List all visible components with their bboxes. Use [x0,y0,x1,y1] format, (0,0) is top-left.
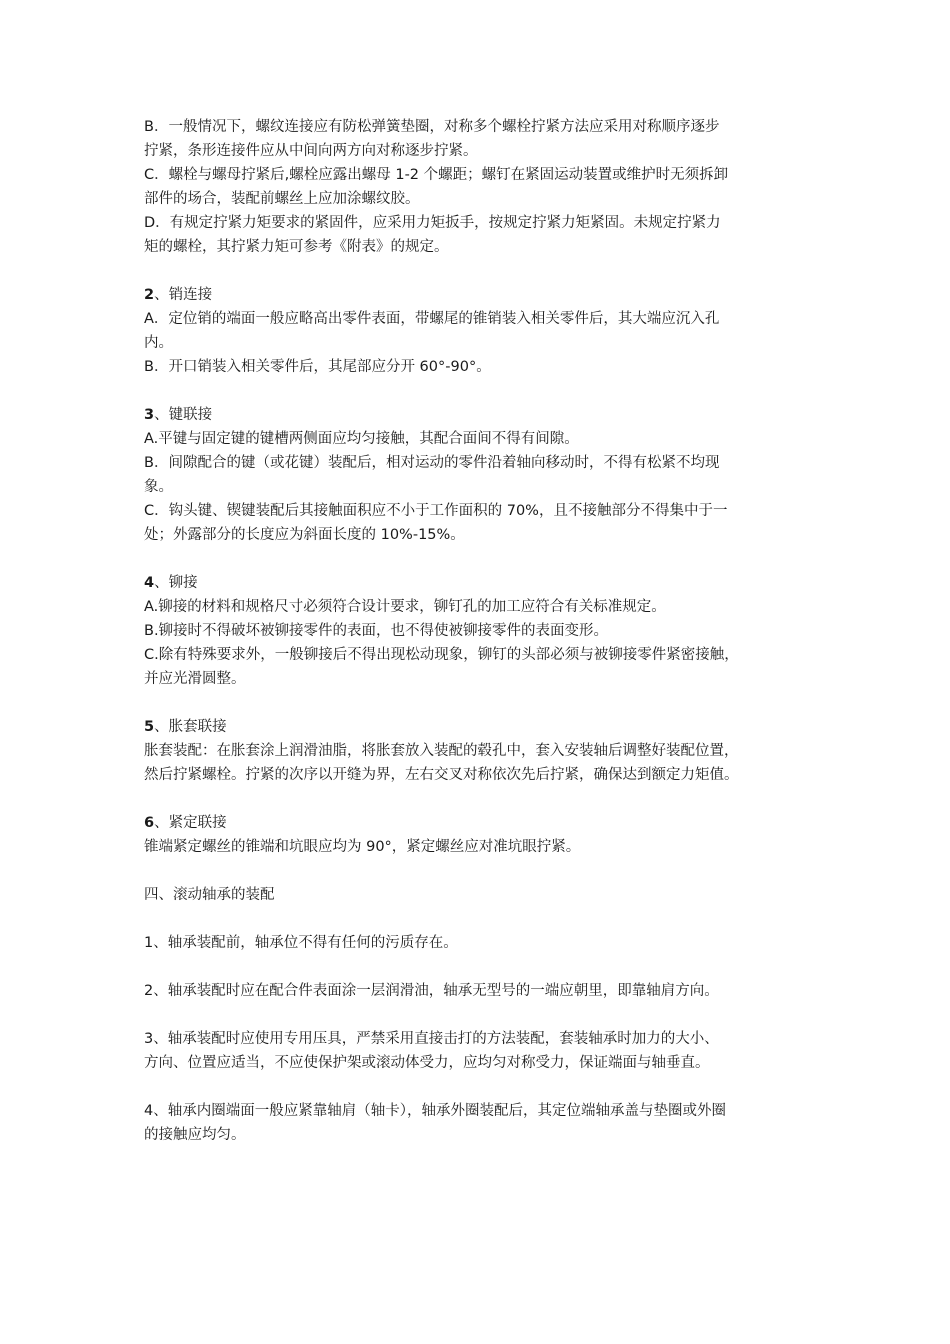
text-line: 锥端紧定螺丝的锥端和坑眼应均为 90°，紧定螺丝应对准坑眼拧紧。 [144,839,581,855]
text-line: 4、轴承内圈端面一般应紧靠轴肩（轴卡），轴承外圈装配后，其定位端轴承盖与垫圈或外圈 [144,1103,726,1119]
text-line: 处；外露部分的长度应为斜面长度的 10%-15%。 [144,527,465,543]
section-number: 6 [144,815,155,831]
bearing-item-3 [144,1027,808,1075]
paragraph-1b [144,115,808,163]
spacer [144,259,808,283]
section-title: 、铆接 [154,575,198,591]
text-line: 部件的场合，装配前螺丝上应加涂螺纹胶。 [144,191,420,207]
paragraph-3c [144,499,808,547]
paragraph-1c [144,163,808,211]
section-heading-2 [144,283,808,307]
text-line: 矩的螺栓，其拧紧力矩可参考《附表》的规定。 [144,239,449,255]
text-line: A.平键与固定键的键槽两侧面应均匀接触，其配合面间不得有间隙。 [144,431,579,447]
text-line: A．定位销的端面一般应略高出零件表面，带螺尾的锥销装入相关零件后，其大端应沉入孔 [144,311,720,327]
text-line: B．一般情况下，螺纹连接应有防松弹簧垫圈，对称多个螺栓拧紧方法应采用对称顺序逐步 [144,119,720,135]
text-line: B．开口销装入相关零件后，其尾部应分开 60°-90°。 [144,359,491,375]
paragraph-2a [144,307,808,355]
paragraph-4c [144,643,808,691]
section-number: 2 [144,287,155,303]
spacer [144,1003,808,1027]
section-heading-5 [144,715,808,739]
spacer [144,907,808,931]
section-title: 、胀套联接 [154,719,227,735]
paragraph-6 [144,835,808,859]
section-title: 、紧定联接 [154,815,227,831]
text-line: C．螺栓与螺母拧紧后,螺栓应露出螺母 1-2 个螺距；螺钉在紧固运动装置或维护时无须拆卸 [144,167,729,183]
paragraph-4b [144,619,808,643]
section-number: 5 [144,719,155,735]
text-line: 象。 [144,479,173,495]
text-line: 的接触应均匀。 [144,1127,246,1143]
section-heading-6 [144,811,808,835]
text-line: 方向、位置应适当，不应使保护架或滚动体受力，应均匀对称受力，保证端面与轴垂直。 [144,1055,710,1071]
text-line: 1、轴承装配前，轴承位不得有任何的污质存在。 [144,935,458,951]
section-title: 、键联接 [154,407,213,423]
section-number: 3 [144,407,155,423]
text-line: C．钩头键、锲键装配后其接触面积应不小于工作面积的 70%，且不接触部分不得集中于一 [144,503,728,519]
text-line: 并应光滑圆整。 [144,671,246,687]
paragraph-4a [144,595,808,619]
text-line: 然后拧紧螺栓。拧紧的次序以开缝为界，左右交叉对称依次先后拧紧，确保达到额定力矩值。 [144,767,739,783]
text-line: C.除有特殊要求外，一般铆接后不得出现松动现象，铆钉的头部必须与被铆接零件紧密接触， [144,647,739,663]
spacer [144,787,808,811]
spacer [144,1075,808,1099]
part-heading: 四、滚动轴承的装配 [144,887,275,903]
bearing-item-2 [144,979,808,1003]
text-line: B．间隙配合的键（或花键）装配后，相对运动的零件沿着轴向移动时，不得有松紧不均现 [144,455,720,471]
text-line: B.铆接时不得破坏被铆接零件的表面，也不得使被铆接零件的表面变形。 [144,623,609,639]
paragraph-2b [144,355,808,379]
spacer [144,859,808,883]
section-heading-4 [144,571,808,595]
text-line: 2、轴承装配时应在配合件表面涂一层润滑油，轴承无型号的一端应朝里，即靠轴肩方向。 [144,983,719,999]
paragraph-1d [144,211,808,259]
section-title: 、销连接 [154,287,213,303]
text-line: A.铆接的材料和规格尺寸必须符合设计要求，铆钉孔的加工应符合有关标准规定。 [144,599,666,615]
bearing-item-4 [144,1099,808,1147]
text-line: 内。 [144,335,173,351]
spacer [144,955,808,979]
spacer [144,547,808,571]
text-line: 胀套装配：在胀套涂上润滑油脂，将胀套放入装配的毂孔中，套入安装轴后调整好装配位置， [144,743,739,759]
text-line: D．有规定拧紧力矩要求的紧固件，应采用力矩扳手，按规定拧紧力矩紧固。未规定拧紧力 [144,215,721,231]
text-line: 拧紧，条形连接件应从中间向两方向对称逐步拧紧。 [144,143,478,159]
paragraph-3a [144,427,808,451]
paragraph-5 [144,739,808,787]
bearing-item-1 [144,931,808,955]
paragraph-3b [144,451,808,499]
spacer [144,379,808,403]
section-number: 4 [144,575,155,591]
section-heading-3 [144,403,808,427]
text-line: 3、轴承装配时应使用专用压具，严禁采用直接击打的方法装配，套装轴承时加力的大小、 [144,1031,719,1047]
document-body [144,115,808,1147]
spacer [144,691,808,715]
